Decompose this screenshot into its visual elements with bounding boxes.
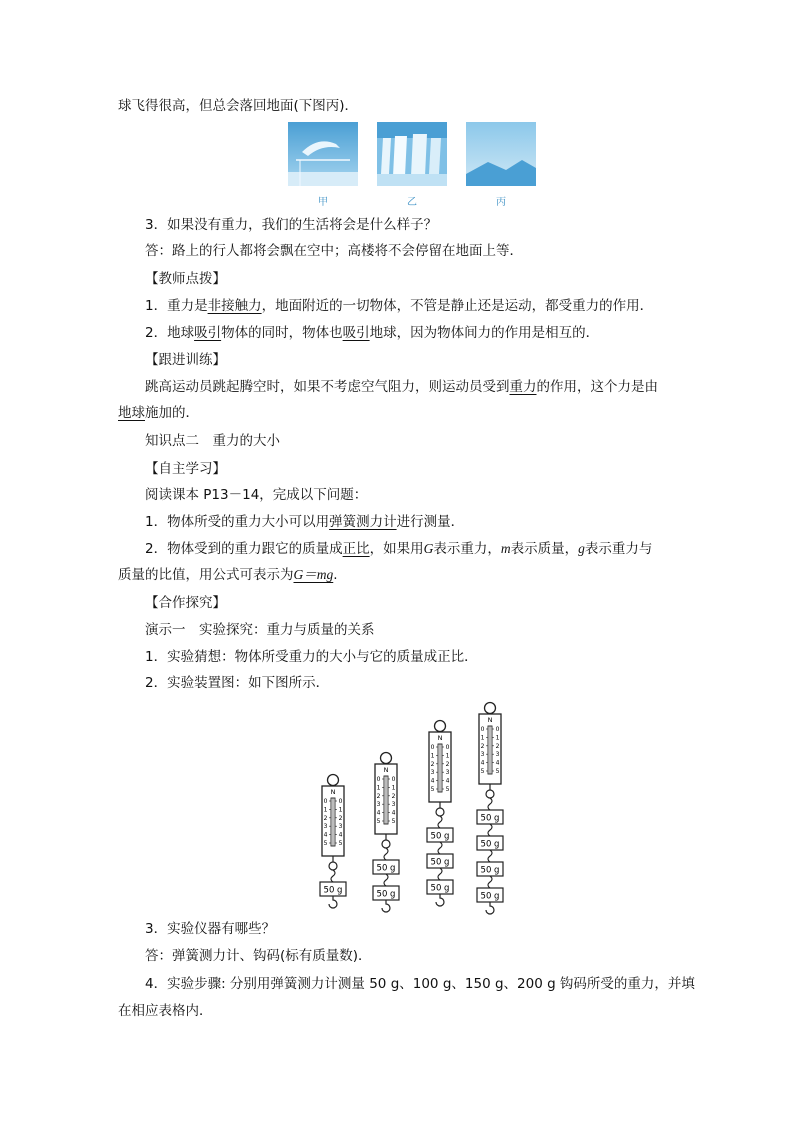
scale-tick-label: 1 <box>323 806 328 814</box>
scale-tick-label: 1 <box>430 752 435 760</box>
photo-sky-ground <box>466 122 536 186</box>
knowledge-point-2: 知识点二 重力的大小 <box>145 433 280 449</box>
scale-tick-label: 1 <box>495 734 500 742</box>
weight-label: 50 g <box>430 857 450 868</box>
scale-tick-label: 5 <box>338 840 343 847</box>
weight-label: 50 g <box>480 865 500 876</box>
answer-3: 答：路上的行人都将会飘在空中；高楼将不会停留在地面上等． <box>145 243 523 259</box>
scale-tick-label: 2 <box>323 814 328 822</box>
scale-tick-label: 1 <box>480 734 485 742</box>
scale-tick-label: 2 <box>430 760 435 768</box>
weight-label: 50 g <box>323 885 343 896</box>
practice-line-2: 地球施加的． <box>118 405 199 421</box>
scale-tick-label: 2 <box>391 792 396 800</box>
experiment-steps-cont: 在相应表格内． <box>118 1003 213 1019</box>
scale-tick-label: 4 <box>338 831 343 839</box>
scale-tick-label: 4 <box>430 777 435 785</box>
scale-tick-label: 1 <box>376 784 381 792</box>
weight-label: 50 g <box>376 863 396 874</box>
answer-instruments: 答：弹簧测力计、钩码(标有质量数)． <box>145 948 372 964</box>
caption-jia: 甲 <box>318 197 328 208</box>
caption-yi: 乙 <box>407 197 417 208</box>
scale-tick-label: 3 <box>391 801 396 809</box>
practice-heading: 【跟进训练】 <box>145 352 226 368</box>
scale-tick-label: 0 <box>495 726 500 733</box>
self-study-heading: 【自主学习】 <box>145 461 226 477</box>
weight-label: 50 g <box>480 813 500 824</box>
hook <box>329 896 337 908</box>
scale-tick-label: 1 <box>445 752 450 760</box>
scale-tick-label: 3 <box>376 801 381 809</box>
spring-scale <box>320 775 346 909</box>
answer-blank: 正比 <box>342 541 370 557</box>
spring-scale <box>477 703 503 915</box>
scale-tick-label: 1 <box>391 784 396 792</box>
hook <box>486 902 494 914</box>
photo-waterfall <box>377 122 447 186</box>
practice-line-1: 跳高运动员跳起腾空时，如果不考虑空气阻力，则运动员受到重力的作用，这个力是由 <box>145 379 658 395</box>
answer-blank: 吸引 <box>342 325 370 341</box>
answer-blank: 重力 <box>509 379 537 395</box>
teacher-heading: 【教师点拨】 <box>145 271 226 287</box>
scale-tick-label: 4 <box>323 831 328 839</box>
self-study-2: 2．物体受到的重力跟它的质量成正比，如果用G表示重力，m表示质量，g表示重力与 <box>145 541 653 557</box>
scale-tick-label: 3 <box>323 823 328 831</box>
scale-unit-label: N <box>437 734 443 742</box>
answer-blank: 吸引 <box>194 325 222 341</box>
scale-tick-label: 0 <box>338 798 343 805</box>
scale-tick-label: 0 <box>323 798 328 805</box>
experiment-setup: 2．实验装置图：如下图所示． <box>145 675 330 691</box>
scale-tick-label: 2 <box>338 814 343 822</box>
spring-scale-figure <box>300 696 530 920</box>
cooperative-heading: 【合作探究】 <box>145 595 226 611</box>
scale-tick-label: 5 <box>480 768 485 775</box>
formula-blank: G＝mg <box>293 567 334 582</box>
weight-label: 50 g <box>430 883 450 894</box>
scale-unit-label: N <box>487 716 493 724</box>
weight-label: 50 g <box>480 891 500 902</box>
scale-tick-label: 0 <box>376 776 381 783</box>
spring-scale <box>427 721 453 907</box>
scale-tick-label: 2 <box>376 792 381 800</box>
scale-tick-label: 3 <box>430 769 435 777</box>
scale-tick-label: 3 <box>495 751 500 759</box>
teacher-point-2: 2．地球吸引物体的同时，物体也吸引地球，因为物体间力的作用是相互的． <box>145 325 600 341</box>
scale-unit-label: N <box>330 788 336 796</box>
scale-tick-label: 0 <box>430 744 435 751</box>
experiment-hypothesis: 1．实验猜想：物体所受重力的大小与它的质量成正比． <box>145 649 478 665</box>
spring-scale <box>373 753 399 913</box>
scale-tick-label: 5 <box>495 768 500 775</box>
hook <box>436 894 444 906</box>
weight-label: 50 g <box>430 831 450 842</box>
teacher-point-1: 1．重力是非接触力，地面附近的一切物体，不管是静止还是运动，都受重力的作用． <box>145 298 654 314</box>
scale-tick-label: 5 <box>430 786 435 793</box>
scale-tick-label: 4 <box>445 777 450 785</box>
experiment-steps: 4．实验步骤: 分别用弹簧测力计测量 50 g、100 g、150 g、200 g 钩码所受的重力，并填 <box>145 976 695 992</box>
scale-tick-label: 3 <box>338 823 343 831</box>
answer-blank: 非接触力 <box>207 298 262 314</box>
scale-tick-label: 4 <box>391 809 396 817</box>
scale-unit-label: N <box>383 766 389 774</box>
question-3: 3．如果没有重力，我们的生活将会是什么样子？ <box>145 217 438 233</box>
scale-tick-label: 0 <box>445 744 450 751</box>
caption-bing: 丙 <box>496 197 506 208</box>
scale-tick-label: 3 <box>480 751 485 759</box>
scale-tick-label: 2 <box>480 742 485 750</box>
question-instruments: 3．实验仪器有哪些？ <box>145 921 276 937</box>
reading-instruction: 阅读课本 P13－14，完成以下问题： <box>145 487 368 503</box>
answer-blank: 弹簧测力计 <box>329 514 397 530</box>
scale-tick-label: 5 <box>376 818 381 825</box>
scale-tick-label: 4 <box>495 759 500 767</box>
self-study-1: 1．物体所受的重力大小可以用弹簧测力计进行测量． <box>145 514 465 530</box>
intro-line: 球飞得很高，但总会落回地面(下图丙)． <box>118 98 359 114</box>
scale-tick-label: 1 <box>338 806 343 814</box>
scale-tick-label: 4 <box>480 759 485 767</box>
scale-tick-label: 2 <box>445 760 450 768</box>
scale-tick-label: 0 <box>480 726 485 733</box>
scale-tick-label: 0 <box>391 776 396 783</box>
scale-tick-label: 2 <box>495 742 500 750</box>
scale-tick-label: 3 <box>445 769 450 777</box>
weight-label: 50 g <box>480 839 500 850</box>
demo-1-title: 演示一 实验探究：重力与质量的关系 <box>145 622 375 638</box>
hook <box>382 900 390 912</box>
scale-tick-label: 4 <box>376 809 381 817</box>
weight-label: 50 g <box>376 889 396 900</box>
scale-tick-label: 5 <box>323 840 328 847</box>
scale-tick-label: 5 <box>445 786 450 793</box>
photo-high-jump <box>288 122 358 186</box>
self-study-2-cont: 质量的比值，用公式可表示为G＝mg. <box>118 567 338 583</box>
answer-blank: 地球 <box>118 405 145 421</box>
scale-tick-label: 5 <box>391 818 396 825</box>
